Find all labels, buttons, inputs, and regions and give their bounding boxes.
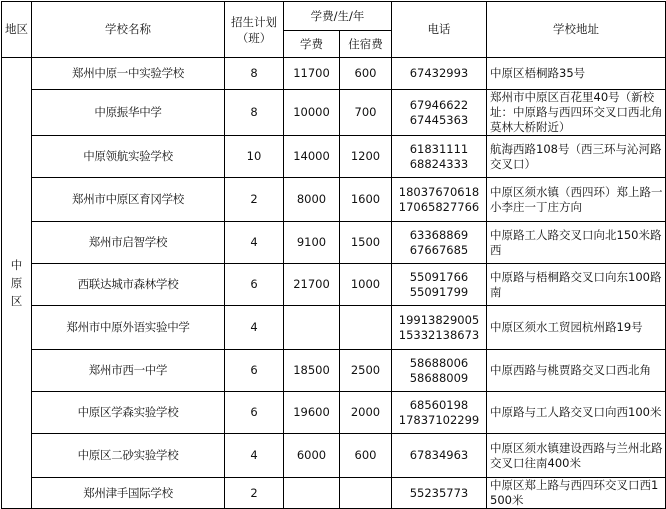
plan-cell: 2 <box>225 178 284 222</box>
phone-cell: 19913829005 15332138673 <box>392 306 487 350</box>
address-cell: 中原西路与桃贾路交叉口西北角 <box>487 350 666 392</box>
tuition-cell: 8000 <box>284 178 340 222</box>
table-row <box>2 178 666 222</box>
boarding-cell <box>340 306 392 350</box>
school-name-cell: 郑州中原一中实验学校 <box>32 58 225 90</box>
table-row <box>2 434 666 478</box>
boarding-cell: 600 <box>340 434 392 478</box>
tuition-cell: 14000 <box>284 136 340 178</box>
header-tuition: 学费 <box>284 31 340 58</box>
address-cell: 中原路与梧桐路交叉口向东100路南 <box>487 264 666 306</box>
phone-cell: 58688006 58688009 <box>392 350 487 392</box>
address-cell: 中原区须水工贸园杭州路19号 <box>487 306 666 350</box>
tuition-cell <box>284 478 340 509</box>
plan-cell: 4 <box>225 306 284 350</box>
district-cell: 中 原 区 <box>2 58 32 509</box>
boarding-cell: 600 <box>340 58 392 90</box>
table-row <box>2 136 666 178</box>
address-cell: 中原区须水镇建设西路与兰州北路交叉口往南400米 <box>487 434 666 478</box>
boarding-cell: 2500 <box>340 350 392 392</box>
tuition-cell: 10000 <box>284 90 340 136</box>
table-row <box>2 350 666 392</box>
boarding-cell: 1600 <box>340 178 392 222</box>
school-name-cell: 中原区学森实验学校 <box>32 392 225 434</box>
table-row <box>2 264 666 306</box>
school-name-cell: 郑州市西一中学 <box>32 350 225 392</box>
table-row <box>2 478 666 509</box>
tuition-cell <box>284 306 340 350</box>
phone-cell: 67432993 <box>392 58 487 90</box>
boarding-cell: 1200 <box>340 136 392 178</box>
plan-cell: 6 <box>225 392 284 434</box>
phone-cell: 67834963 <box>392 434 487 478</box>
school-name-cell: 郑州市中原区育冈学校 <box>32 178 225 222</box>
tuition-cell: 19600 <box>284 392 340 434</box>
plan-cell: 2 <box>225 478 284 509</box>
address-cell: 中原区须水镇（西四环）郑上路一小李庄一丁庄方向 <box>487 178 666 222</box>
phone-cell: 55091766 55091799 <box>392 264 487 306</box>
school-name-cell: 郑州市启智学校 <box>32 222 225 264</box>
tuition-cell: 6000 <box>284 434 340 478</box>
address-cell: 中原区郑上路与西四环交叉口西1500米 <box>487 478 666 509</box>
school-table-sheet <box>1 1 666 509</box>
school-info-table <box>1 1 666 509</box>
address-cell: 郑州市中原区百花里40号（新校址：中原路与西四环交叉口西北角莫林大桥附近） <box>487 90 666 136</box>
phone-cell: 55235773 <box>392 478 487 509</box>
plan-cell: 6 <box>225 264 284 306</box>
school-name-cell: 西联达城市森林学校 <box>32 264 225 306</box>
phone-cell: 18037670618 17065827766 <box>392 178 487 222</box>
address-cell: 中原路与工人路交叉口向西100米 <box>487 392 666 434</box>
school-name-cell: 中原区二砂实验学校 <box>32 434 225 478</box>
boarding-cell: 1000 <box>340 264 392 306</box>
boarding-cell <box>340 478 392 509</box>
header-boarding: 住宿费 <box>340 31 392 58</box>
tuition-cell: 9100 <box>284 222 340 264</box>
plan-cell: 10 <box>225 136 284 178</box>
plan-cell: 4 <box>225 222 284 264</box>
header-phone: 电话 <box>392 2 487 58</box>
table-row <box>2 306 666 350</box>
table-row <box>2 392 666 434</box>
school-name-cell: 中原领航实验学校 <box>32 136 225 178</box>
phone-cell: 61831111 68824333 <box>392 136 487 178</box>
plan-cell: 4 <box>225 434 284 478</box>
tuition-cell: 18500 <box>284 350 340 392</box>
boarding-cell: 1500 <box>340 222 392 264</box>
boarding-cell: 2000 <box>340 392 392 434</box>
tuition-cell: 21700 <box>284 264 340 306</box>
tuition-cell: 11700 <box>284 58 340 90</box>
school-name-cell: 中原振华中学 <box>32 90 225 136</box>
header-fee-group: 学费/生/年 <box>284 2 392 31</box>
phone-cell: 63368869 67667685 <box>392 222 487 264</box>
address-cell: 航海西路108号（西三环与沁河路交叉口） <box>487 136 666 178</box>
table-row <box>2 58 666 90</box>
table-row <box>2 90 666 136</box>
table-row <box>2 222 666 264</box>
boarding-cell: 700 <box>340 90 392 136</box>
phone-cell: 67946622 67445363 <box>392 90 487 136</box>
plan-cell: 6 <box>225 350 284 392</box>
school-name-cell: 郑州市中原外语实验中学 <box>32 306 225 350</box>
header-district: 地区 <box>2 2 32 58</box>
header-school-name: 学校名称 <box>32 2 225 58</box>
plan-cell: 8 <box>225 58 284 90</box>
school-name-cell: 郑州津手国际学校 <box>32 478 225 509</box>
phone-cell: 68560198 17837102299 <box>392 392 487 434</box>
header-address: 学校地址 <box>487 2 666 58</box>
address-cell: 中原区梧桐路35号 <box>487 58 666 90</box>
plan-cell: 8 <box>225 90 284 136</box>
header-enroll-plan: 招生计划 （班） <box>225 2 284 58</box>
address-cell: 中原路工人路交叉口向北150米路西 <box>487 222 666 264</box>
